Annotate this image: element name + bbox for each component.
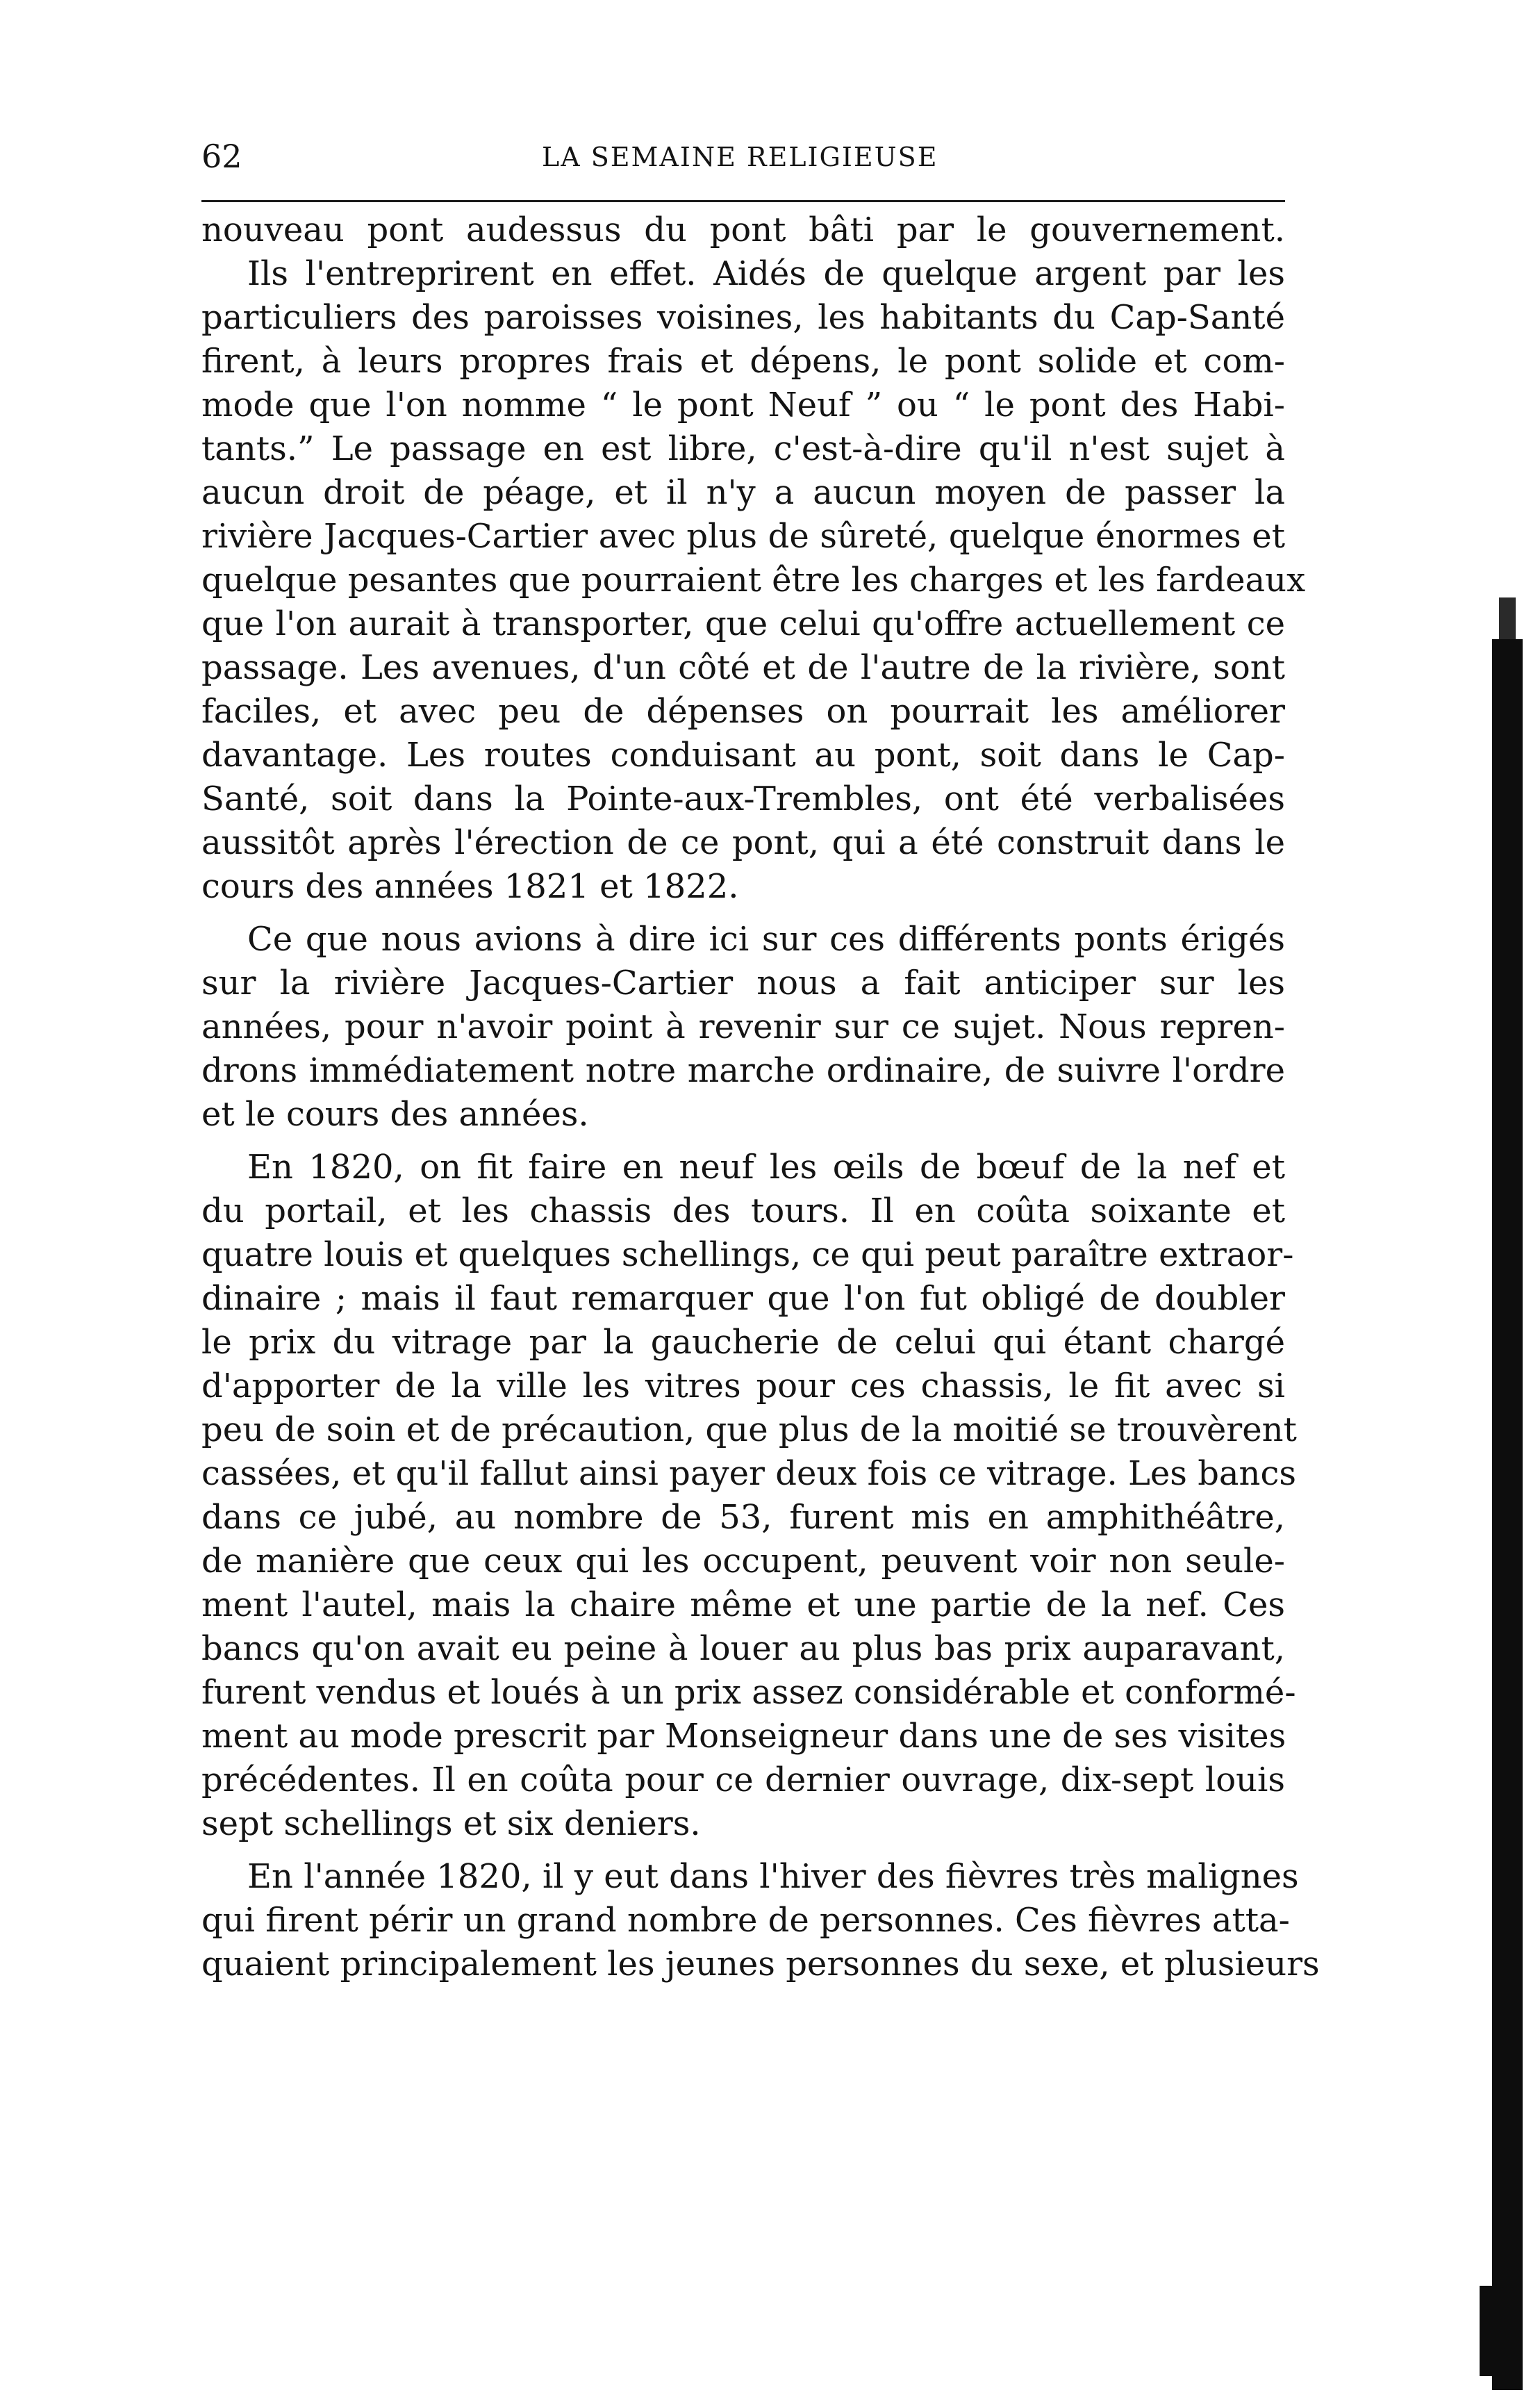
- text-line: rivière Jacques-Cartier avec plus de sûreté, quelque énormes et: [201, 517, 1285, 556]
- text-line: précédentes. Il en coûta pour ce dernier ouvrage, dix-sept louis: [201, 1761, 1285, 1799]
- text-line: Ce que nous avions à dire ici sur ces différents ponts érigés: [247, 920, 1285, 959]
- text-line: dans ce jubé, au nombre de 53, furent mis en amphithéâtre,: [201, 1498, 1285, 1537]
- header-rule: [201, 200, 1285, 202]
- text-line: mode que l'on nomme “ le pont Neuf ” ou “ le pont des Habi-: [201, 386, 1285, 424]
- text-line: sur la rivière Jacques-Cartier nous a fait anticiper sur les: [201, 964, 1285, 1003]
- text-line: quaient principalement les jeunes personnes du sexe, et plusieurs: [201, 1945, 1320, 1984]
- running-title: LA SEMAINE RELIGIEUSE: [542, 142, 938, 172]
- scan-edge-shadow: [1499, 597, 1516, 639]
- text-line: du portail, et les chassis des tours. Il en coûta soixante et: [201, 1192, 1285, 1230]
- text-line: ment l'autel, mais la chaire même et une partie de la nef. Ces: [201, 1585, 1285, 1624]
- text-line: qui firent périr un grand nombre de personnes. Ces fièvres atta-: [201, 1901, 1290, 1940]
- text-line: sept schellings et six deniers.: [201, 1804, 701, 1843]
- paragraph-gap: [201, 909, 1285, 918]
- text-line: Ils l'entreprirent en effet. Aidés de quelque argent par les: [247, 254, 1285, 293]
- text-line: ment au mode prescrit par Monseigneur dans une de ses visites: [201, 1717, 1286, 1756]
- text-line: et le cours des années.: [201, 1095, 589, 1134]
- scan-edge-shadow: [1480, 2286, 1495, 2376]
- text-line: Santé, soit dans la Pointe-aux-Trembles, ont été verbalisées: [201, 780, 1285, 818]
- text-line: passage. Les avenues, d'un côté et de l'autre de la rivière, sont: [201, 648, 1285, 687]
- body-text: [201, 208, 1320, 1986]
- text-line: tants.” Le passage en est libre, c'est-à-dire qu'il n'est sujet à: [201, 429, 1285, 468]
- text-line: aussitôt après l'érection de ce pont, qui a été construit dans le: [201, 823, 1285, 862]
- text-line: davantage. Les routes conduisant au pont, soit dans le Cap-: [201, 736, 1285, 775]
- text-line: années, pour n'avoir point à revenir sur ce sujet. Nous repren-: [201, 1007, 1285, 1046]
- text-line: aucun droit de péage, et il n'y a aucun moyen de passer la: [201, 473, 1285, 512]
- text-line: En 1820, on fit faire en neuf les œils de bœuf de la nef et: [247, 1148, 1285, 1187]
- text-line: drons immédiatement notre marche ordinaire, de suivre l'ordre: [201, 1051, 1285, 1090]
- text-line: quatre louis et quelques schellings, ce qui peut paraître extraor-: [201, 1235, 1294, 1274]
- page-number: 62: [201, 138, 242, 175]
- text-line: firent, à leurs propres frais et dépens, le pont solide et com-: [201, 342, 1285, 381]
- text-line: d'apporter de la ville les vitres pour ces chassis, le fit avec si: [201, 1367, 1285, 1405]
- text-line: dinaire ; mais il faut remarquer que l'on fut obligé de doubler: [201, 1279, 1285, 1318]
- text-line: quelque pesantes que pourraient être les charges et les fardeaux: [201, 561, 1306, 600]
- text-line: cassées, et qu'il fallut ainsi payer deux fois ce vitrage. Les bancs: [201, 1454, 1296, 1493]
- text-line: faciles, et avec peu de dépenses on pourrait les améliorer: [201, 692, 1285, 731]
- text-line: bancs qu'on avait eu peine à louer au plus bas prix auparavant,: [201, 1629, 1285, 1668]
- page-header: [201, 135, 1285, 184]
- text-line: de manière que ceux qui les occupent, peuvent voir non seule-: [201, 1542, 1285, 1581]
- text-line: cours des années 1821 et 1822.: [201, 867, 739, 906]
- text-line: le prix du vitrage par la gaucherie de celui qui étant chargé: [201, 1323, 1285, 1362]
- paragraph-gap: [201, 1137, 1285, 1146]
- text-line: particuliers des paroisses voisines, les habitants du Cap-Santé: [201, 298, 1285, 337]
- text-line: peu de soin et de précaution, que plus de la moitié se trouvèrent: [201, 1410, 1297, 1449]
- scan-edge-shadow: [1492, 639, 1523, 2390]
- text-line: nouveau pont audessus du pont bâti par le gouvernement.: [201, 211, 1285, 249]
- text-line: En l'année 1820, il y eut dans l'hiver des fièvres très malignes: [247, 1857, 1299, 1896]
- paragraph-gap: [201, 1846, 1285, 1855]
- text-line: que l'on aurait à transporter, que celui qu'offre actuellement ce: [201, 604, 1285, 643]
- text-line: furent vendus et loués à un prix assez considérable et conformé-: [201, 1673, 1296, 1712]
